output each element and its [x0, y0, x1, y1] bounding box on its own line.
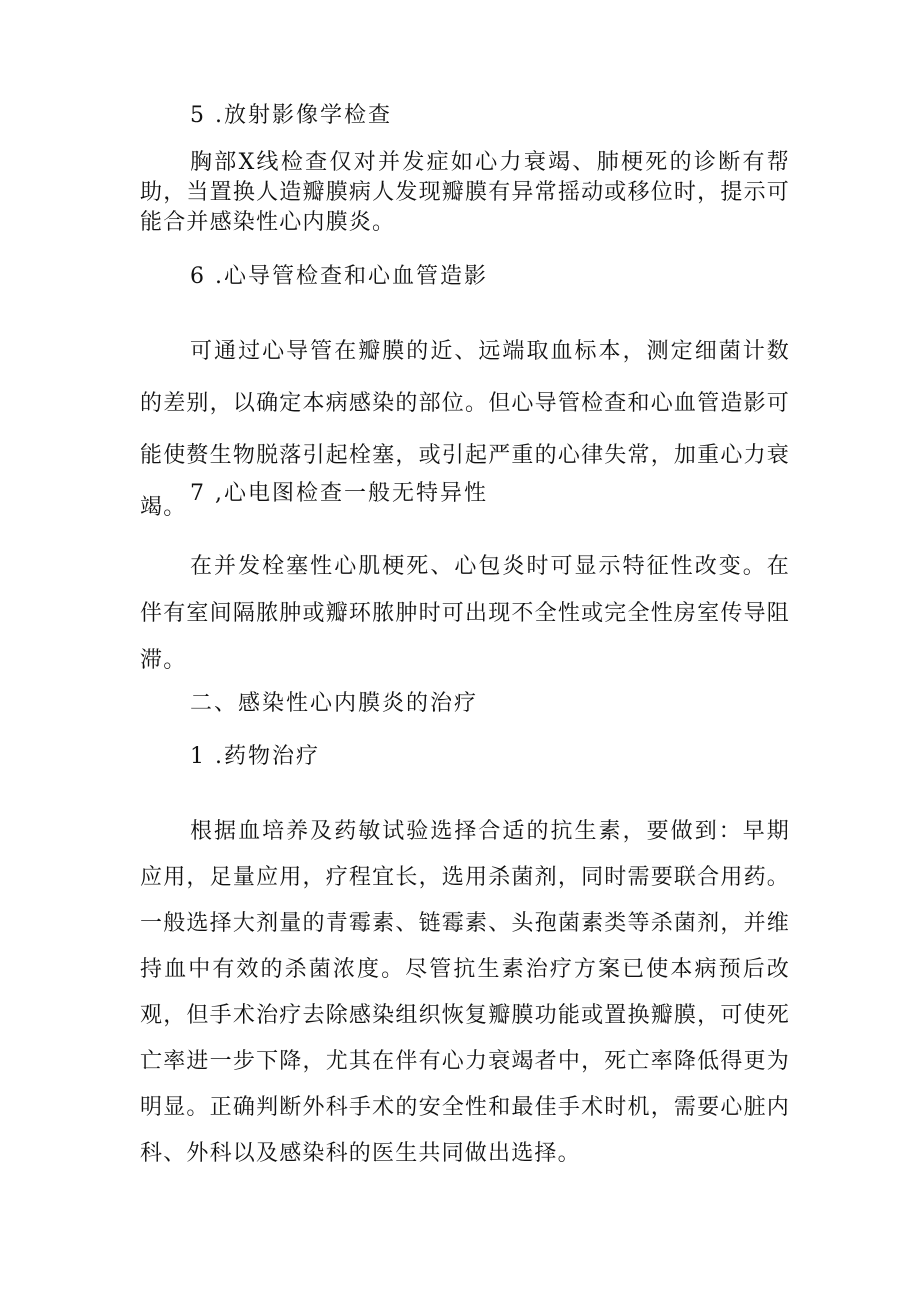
section-heading-ecg: 7 ,心电图检查一般无特异性 [190, 481, 488, 506]
section-heading-catheterization: 6 .心导管检查和心血管造影 [190, 264, 488, 289]
section-heading-drug-therapy: 1 .药物治疗 [190, 744, 320, 769]
chapter-heading-treatment: 二、感染性心内膜炎的治疗 [190, 691, 479, 716]
paragraph-ecg: 在并发栓塞性心肌梗死、心包炎时可显示特征性改变。在伴有室间隔脓肿或瓣环脓肿时可出现不全性或完全性房室传导阻滞。 [140, 554, 790, 673]
paragraph-drug-therapy: 根据血培养及药敏试验选择合适的抗生素，要做到：早期应用，足量应用，疗程宜长，选用杀菌剂，同时需要联合用药。一般选择大剂量的青霉素、链霉素、头孢菌素类等杀菌剂，并维持血中有效的杀菌浓度。尽管抗生素治疗方案已使本病预后改观，但手术治疗去除感染组织恢复瓣膜功能或置换瓣膜，可使死亡率进一步下降，尤其在伴有心力衰竭者中，死亡率降低得更为明显。正确判断外科手术的安全性和最佳手术时机，需要心脏内科、外科以及感染科的医生共同做出选择。 [140, 819, 790, 1166]
paragraph-catheterization: 可通过心导管在瓣膜的近、远端取血标本，测定细菌计数的差别，以确定本病感染的部位。但心导管检查和心血管造影可能使赘生物脱落引起栓塞，或引起严重的心律失常，加重心力衰竭。 [140, 339, 790, 520]
section-heading-radiology: 5 .放射影像学检查 [190, 103, 392, 128]
paragraph-radiology: 胸部X线检查仅对并发症如心力衰竭、肺梗死的诊断有帮助，当置换人造瓣膜病人发现瓣膜有异常摇动或移位时，提示可能合并感染性心内膜炎。 [140, 150, 790, 235]
